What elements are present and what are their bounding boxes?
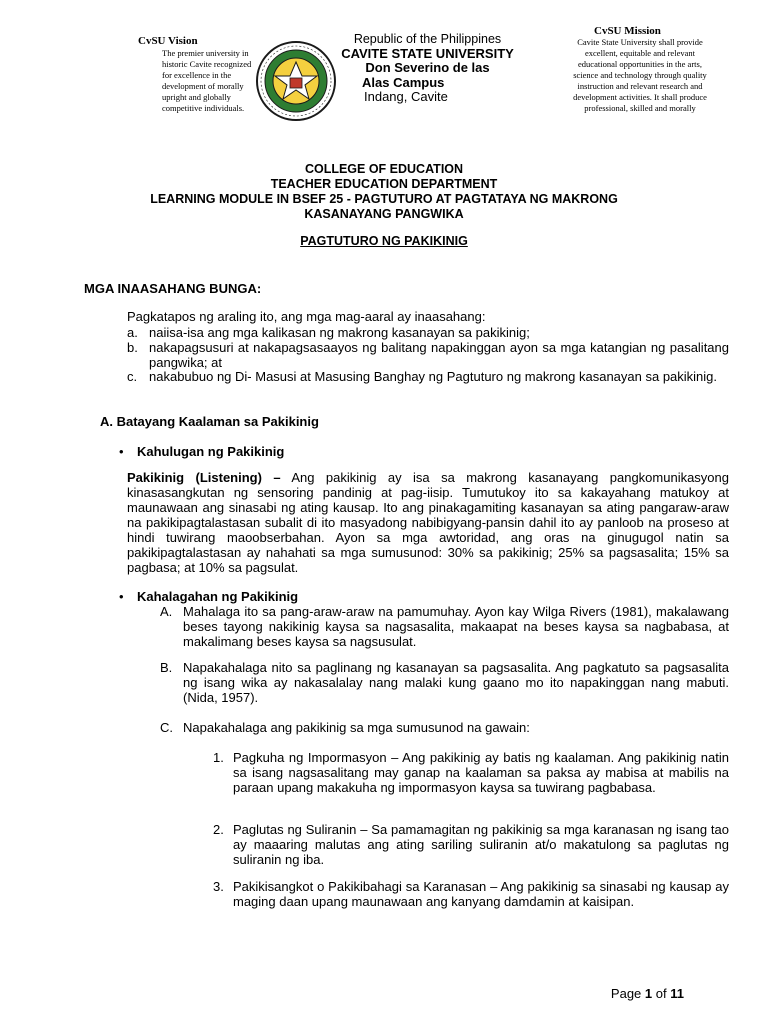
list-item: a. naiisa-isa ang mga kalikasan ng makrong kasanayan sa pakikinig; <box>127 325 530 340</box>
mission-block <box>570 26 710 114</box>
module-title-line2: KASANAYANG PANGWIKA <box>304 207 464 221</box>
list-item: b. nakapagsusuri at nakapagsasaayos ng balitang napakinggan ayon sa mga katangian ng pasalitang pangwika; at <box>127 340 729 370</box>
vision-title: CvSU Vision <box>138 35 198 47</box>
outcomes-intro: Pagkatapos ng araling ito, ang mga mag-aaral ay inaasahang: <box>127 309 486 324</box>
campus-location: Indang, Cavite <box>364 89 448 104</box>
campus-name-line1: Don Severino de las <box>365 60 490 75</box>
university-seal-logo <box>255 40 337 122</box>
document-page: CvSU Vision The premier university in historic Cavite recognized for excellence in the development of morally upright and globally competitive individuals. Republic of the Philippines CAVITE STATE UNIVERSITY Don Severino de las Alas Campus Indang, Cavite CvSU Mission Cavite State University shall provide excellent, equitable and relevant educational opportunities in the arts, science and technology through quality instruction and relevant research and development activities. It shall produce professional, skilled and morally COLLEGE OF EDUCATION TEACHER EDUCATION DEPARTMENT LEARNING MODULE IN BSEF 25 - PAGTUTURO AT PAGTATAYA NG MAKRONG KASANAYANG PANGWIKA PAGTUTURO NG PAKIKINIG MGA INAASAHANG BUNGA: Pagkatapos ng araling ito, ang mga mag-aaral ay inaasahang: a. naiisa-isa ang mga kalikasan ng makrong kasanayan sa pakikinig; b. nakapagsusuri at nakapagsasaayos ng balitang napakinggan ayon sa mga katangian ng pasalitang pangwika; at c. nakabubuo ng Di- Masusi at Masusing Banghay ng Pagtuturo ng makrong kasanayan sa pakikinig. A. Batayang Kaalaman sa Pakikinig • Kahulugan ng Pakikinig Pakikinig (Listening) – Ang pakikinig ay isa sa makrong kasanayang pangkomunikasyong kinasasangkutan ng sensoring pandinig at pag-iisip. Tumutukoy ito sa kakayahang matukoy at maunawaan ang sinasabi ng ating kausap. Ito ang pinakagamiting kasanayan sa ating pangaraw-araw na pakikipagtalastasan subalit di ito masyadong nabibigyang-pansin dahil ito ay panloob na proseso at hindi tuwirang maoobserbahan. Ayon sa mga awtoridad, ang oras na ginugugol natin sa pakikipagtalastasan ay nahahati sa mga sumusunod: 30% sa pakikinig; 25% sa pagsasalita; 15% sa pagbasa; at 10% sa pagsulat. • Kahalagahan ng Pakikinig A. Mahalaga ito sa pang-araw-araw na pamumuhay. Ayon kay Wilga Rivers (1981), makalawang beses tayong nakikinig kaysa sa nagsasalita, makaapat na beses kaysa sa nagbabasa, at makalimang beses kaysa sa nagsusulat. B. Napakahalaga nito sa paglinang ng kasanayan sa pagsasalita. Ang pagkatuto sa pagsasalita ng isang wika ay nakasalalay nang malaki kung gaano mo ito napakinggan nang mabuti. (Nida, 1957). C. Napakahalaga ang pakikinig sa mga sumusunod na gawain: 1. Pagkuha ng Impormasyon – Ang pakikinig ay batis ng kaalaman. Ang pakikinig natin sa isang nagsasalitang may ganap na kaalaman sa paksa ay mabisa at mabilis na paraan upang makakuha ng impormasyon kaysa sa tuwirang pagbabasa. 2. Paglutas ng Suliranin – Sa pamamagitan ng pakikinig sa mga karanasan ng isang tao ay maaaring malutas ang ating sariling suliranin at/o makatulong sa paglutas ng suliranin ng iba. 3. Pakikisangkot o Pakikibahagi sa Karanasan – Ang pakikinig sa sinasabi ng kausap ay maging daan upang maunawaan ang kanyang damdamin at kaisipan. Page 1 of 11 <box>84 25 730 1001</box>
list-item: B. Napakahalaga nito sa paglinang ng kasanayan sa pagsasalita. Ang pagkatuto sa pagsasalita ng isang wika ay nakasalalay nang malaki kung gaano mo ito napakinggan nang mabuti. (Nida, 1957). <box>160 660 729 705</box>
department-title: TEACHER EDUCATION DEPARTMENT <box>270 177 498 191</box>
module-title-line1: LEARNING MODULE IN BSEF 25 - PAGTUTURO AT PAGTATAYA NG MAKRONG <box>150 192 618 206</box>
definition-text: Ang pakikinig ay isa sa makrong kasanayang pangkomunikasyong kinasasangkutan ng sensoring pandinig at pag-iisip. Tumutukoy ito sa kakayahang matukoy at maunawaan ang sinasabi ng ating kausap. Ito ang pinakagamiting kasanayan sa ating pangaraw-araw na pakikipagtalastasan subalit di ito masyadong nabibigyang-pansin dahil ito ay panloob na proseso at hindi tuwirang maoobserbahan. Ayon sa mga awtoridad, ang oras na ginugugol natin sa pakikipagtalastasan ay nahahati sa mga sumusunod: 30% sa pakikinig; 25% sa pagsasalita; 15% sa pagbasa; at 10% sa pagsulat. <box>127 470 730 575</box>
mission-title: CvSU Mission <box>594 25 661 37</box>
campus-name-line2: Alas Campus <box>362 74 445 90</box>
mission-text: Cavite State University shall provide excellent, equitable and relevant educational opportunities in the arts, science and technology through quality instruction and relevant research and development activities. It shall produce professional, skilled and morally <box>573 37 707 113</box>
vision-text: The premier university in historic Cavite recognized for excellence in the development of morally upright and globally competitive individuals. <box>162 48 252 113</box>
definition-term: Pakikinig (Listening) – <box>127 470 281 485</box>
module-titles <box>84 162 684 222</box>
list-item: C. Napakahalaga ang pakikinig sa mga sumusunod na gawain: <box>160 720 530 735</box>
republic-line: Republic of the Philippines <box>353 32 502 46</box>
list-item: 3. Pakikisangkot o Pakikibahagi sa Karanasan – Ang pakikinig sa sinasabi ng kausap ay maging daan upang maunawaan ang kanyang damdamin at kaisipan. <box>213 879 729 909</box>
university-name: CAVITE STATE UNIVERSITY <box>341 45 514 61</box>
page-number: Page 1 of 11 <box>610 986 684 1001</box>
college-title: COLLEGE OF EDUCATION <box>304 162 464 176</box>
section-a-heading: A. Batayang Kaalaman sa Pakikinig <box>100 414 319 429</box>
vision-block <box>138 36 263 114</box>
lesson-title: PAGTUTURO NG PAKIKINIG <box>300 234 468 248</box>
definition-paragraph <box>127 470 729 575</box>
list-item: A. Mahalaga ito sa pang-araw-araw na pamumuhay. Ayon kay Wilga Rivers (1981), makalawang beses tayong nakikinig kaysa sa nagsasalita, makaapat na beses kaysa sa nagbabasa, at makalimang beses kaysa sa nagsusulat. <box>160 604 729 649</box>
list-item: 1. Pagkuha ng Impormasyon – Ang pakikinig ay batis ng kaalaman. Ang pakikinig natin sa isang nagsasalitang may ganap na kaalaman sa paksa ay mabisa at mabilis na paraan upang makakuha ng impormasyon kaysa sa tuwirang pagbabasa. <box>213 750 729 795</box>
list-item: 2. Paglutas ng Suliranin – Sa pamamagitan ng pakikinig sa mga karanasan ng isang tao ay maaaring malutas ang ating sariling suliranin at/o makatulong sa paglutas ng suliranin ng iba. <box>213 822 729 867</box>
list-item: c. nakabubuo ng Di- Masusi at Masusing Banghay ng Pagtuturo ng makrong kasanayan sa pakikinig. <box>127 369 718 384</box>
university-header <box>340 32 515 105</box>
outcomes-heading: MGA INAASAHANG BUNGA: <box>84 281 262 296</box>
